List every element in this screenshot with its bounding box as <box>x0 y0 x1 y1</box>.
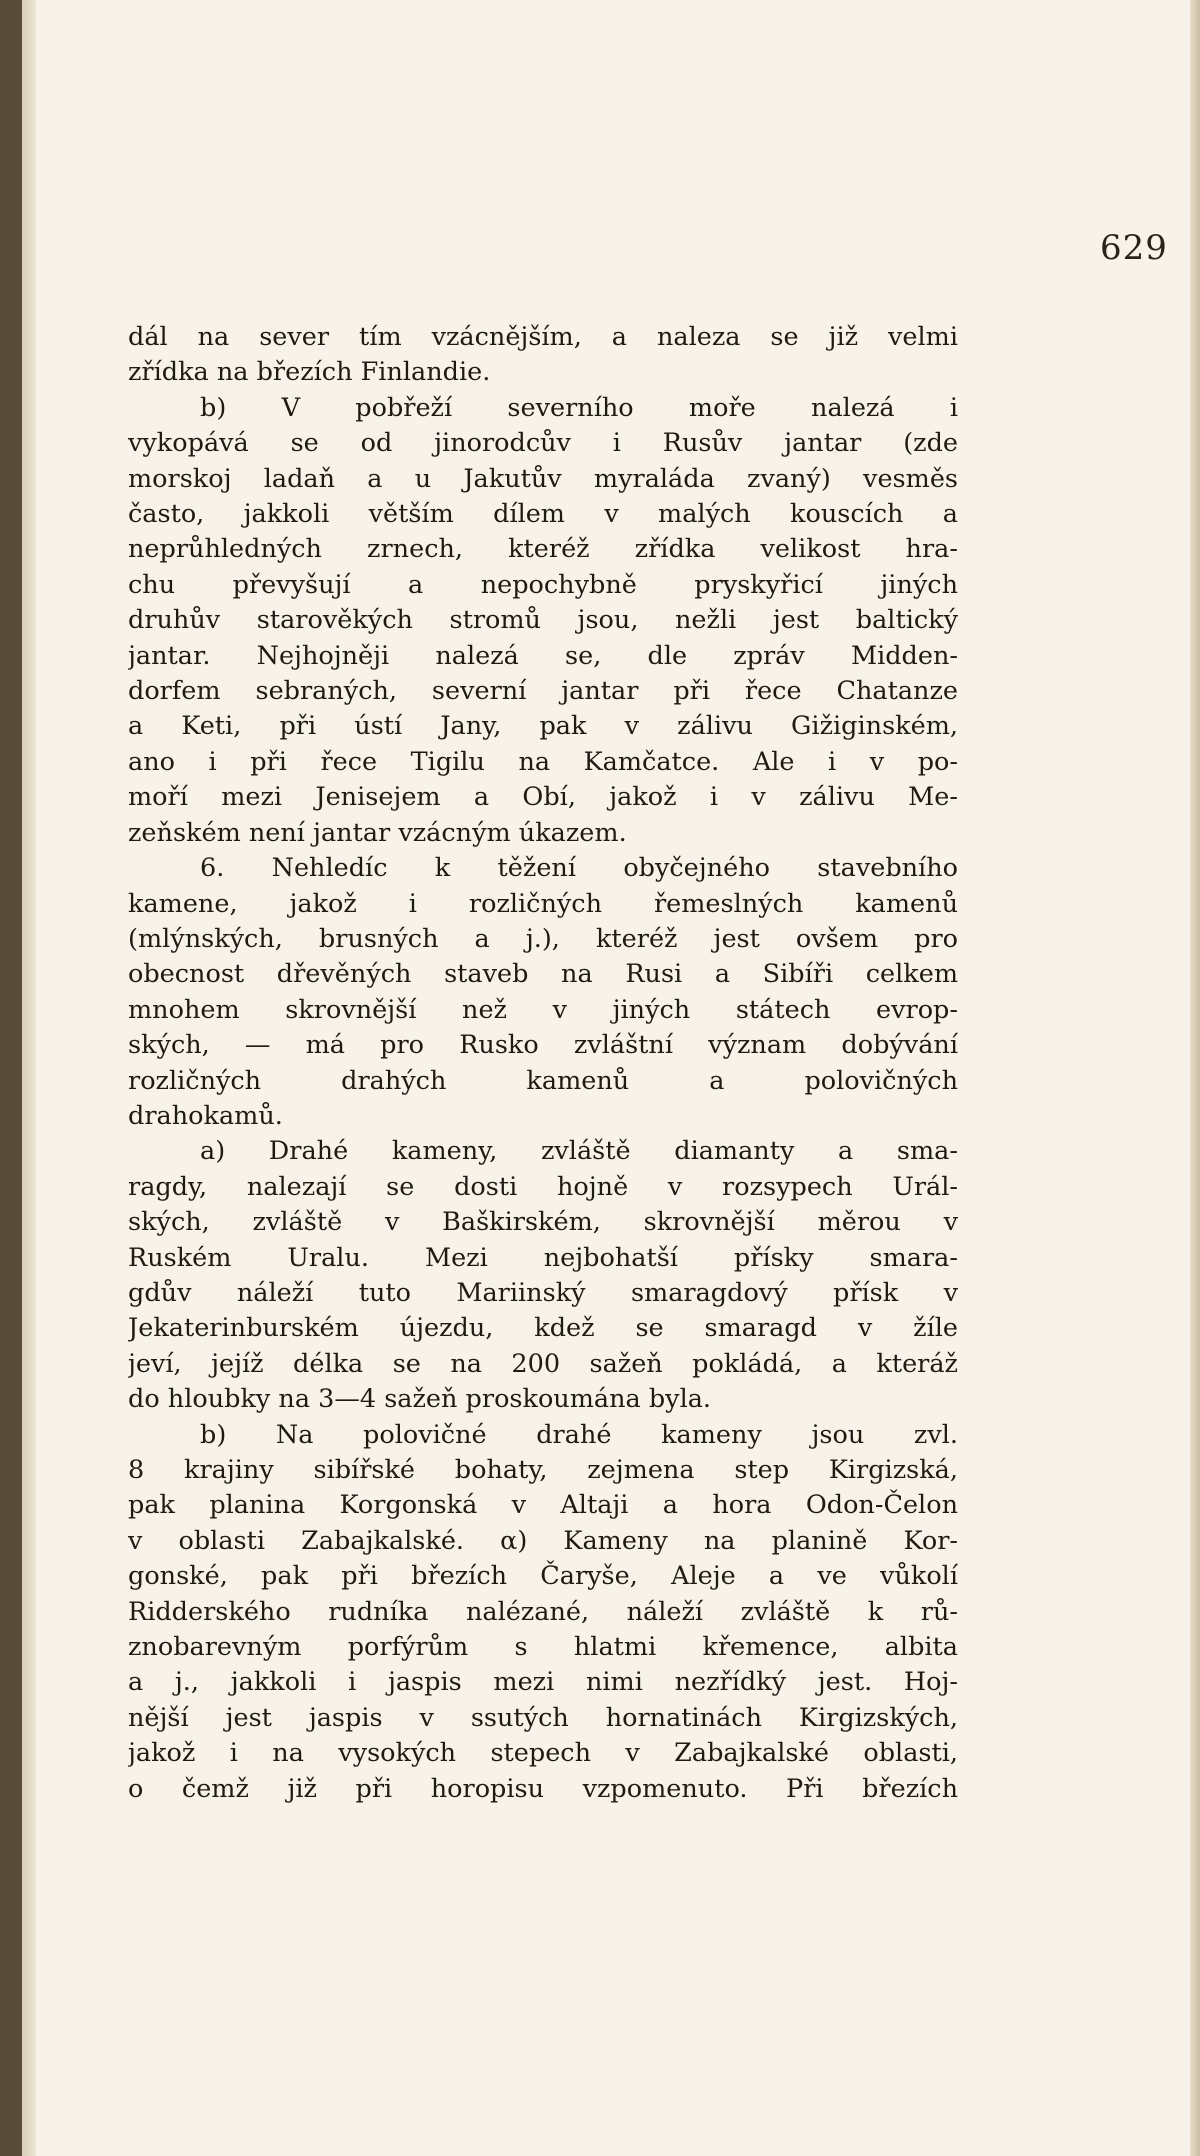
text-line: a Keti, při ústí Jany, pak v zálivu Gižiginském, <box>128 711 958 742</box>
text-line: často, jakkoli větším dílem v malých kouscích a <box>128 499 958 530</box>
text-line: a) Drahé kameny, zvláště diamanty a sma- <box>200 1136 958 1167</box>
text-line: zeňském není jantar vzácným úkazem. <box>128 817 627 848</box>
text-line: Ridderského rudníka nalézané, náleží zvláště k rů- <box>128 1596 958 1627</box>
text-line: zřídka na březích Finlandie. <box>128 357 491 388</box>
text-line: neprůhledných zrnech, kteréž zřídka velikost hra- <box>128 534 958 565</box>
text-line: rozličných drahých kamenů a polovičných <box>128 1065 958 1096</box>
text-line: nější jest jaspis v ssutých hornatinách Kirgizských, <box>128 1702 958 1733</box>
text-line: gonské, pak při březích Čaryše, Aleje a ve vůkolí <box>128 1561 958 1592</box>
text-line: moří mezi Jenisejem a Obí, jakož i v zálivu Me- <box>128 782 958 813</box>
text-line: vykopává se od jinorodcův i Rusův jantar (zde <box>128 428 958 459</box>
text-line: gdův náleží tuto Mariinský smaragdový přísk v <box>128 1277 958 1308</box>
text-line: dál na sever tím vzácnějším, a naleza se již velmi <box>128 322 958 352</box>
text-line: ských, — má pro Rusko zvláštní význam dobývání <box>128 1030 958 1061</box>
text-line: b) Na polovičné drahé kameny jsou zvl. <box>200 1419 958 1450</box>
text-line: chu převyšují a nepochybně pryskyřicí jiných <box>128 569 958 600</box>
text-line: pak planina Korgonská v Altaji a hora Odon-Čelon <box>128 1490 958 1521</box>
text-line: Jekaterinburském újezdu, kdež se smaragd v žíle <box>128 1313 958 1344</box>
text-line: Ruském Uralu. Mezi nejbohatší přísky smara- <box>128 1242 958 1273</box>
text-line: do hloubky na 3—4 sažeň proskoumána byla. <box>128 1384 712 1415</box>
book-gutter <box>22 0 36 2156</box>
text-line: mnohem skrovnější než v jiných státech evrop- <box>128 994 958 1025</box>
text-line: a j., jakkoli i jaspis mezi nimi nezřídký jest. Hoj- <box>128 1667 958 1698</box>
text-line: ragdy, nalezají se dosti hojně v rozsypech Urál- <box>128 1171 958 1202</box>
text-line: 6. Nehledíc k těžení obyčejného stavebního <box>200 853 958 884</box>
body-text <box>128 320 958 1807</box>
text-line: znobarevným porfýrům s hlatmi křemence, albita <box>128 1632 958 1663</box>
text-line: ských, zvláště v Baškirském, skrovnější měrou v <box>128 1207 958 1238</box>
text-line: kamene, jakož i rozličných řemeslných kamenů <box>128 888 958 919</box>
text-line: jeví, jejíž délka se na 200 sažeň pokládá, a kteráž <box>128 1348 958 1379</box>
page-number: 629 <box>1100 228 1168 268</box>
page-edge <box>1190 0 1200 2156</box>
text-line: obecnost dřevěných staveb na Rusi a Sibíři celkem <box>128 959 958 990</box>
text-line: dorfem sebraných, severní jantar při řece Chatanze <box>128 676 958 707</box>
book-spine-shadow <box>0 0 22 2156</box>
text-line: v oblasti Zabajkalské. α) Kameny na planině Kor- <box>128 1525 958 1556</box>
text-line: morskoj ladaň a u Jakutův myraláda zvaný) vesměs <box>128 463 958 494</box>
text-line: ano i při řece Tigilu na Kamčatce. Ale i v po- <box>128 746 958 777</box>
text-line: drahokamů. <box>128 1100 283 1131</box>
text-line: jantar. Nejhojněji nalezá se, dle zpráv Midden- <box>128 640 958 671</box>
text-line: druhův starověkých stromů jsou, nežli jest baltický <box>128 605 958 636</box>
text-line: 8 krajiny sibířské bohaty, zejmena step Kirgizská, <box>128 1455 958 1485</box>
text-line: jakož i na vysokých stepech v Zabajkalské oblasti, <box>128 1738 958 1769</box>
text-line: b) V pobřeží severního moře nalezá i <box>200 392 958 423</box>
text-line: (mlýnských, brusných a j.), kteréž jest ovšem pro <box>128 923 958 954</box>
text-line: o čemž již při horopisu vzpomenuto. Při březích <box>128 1773 958 1804</box>
